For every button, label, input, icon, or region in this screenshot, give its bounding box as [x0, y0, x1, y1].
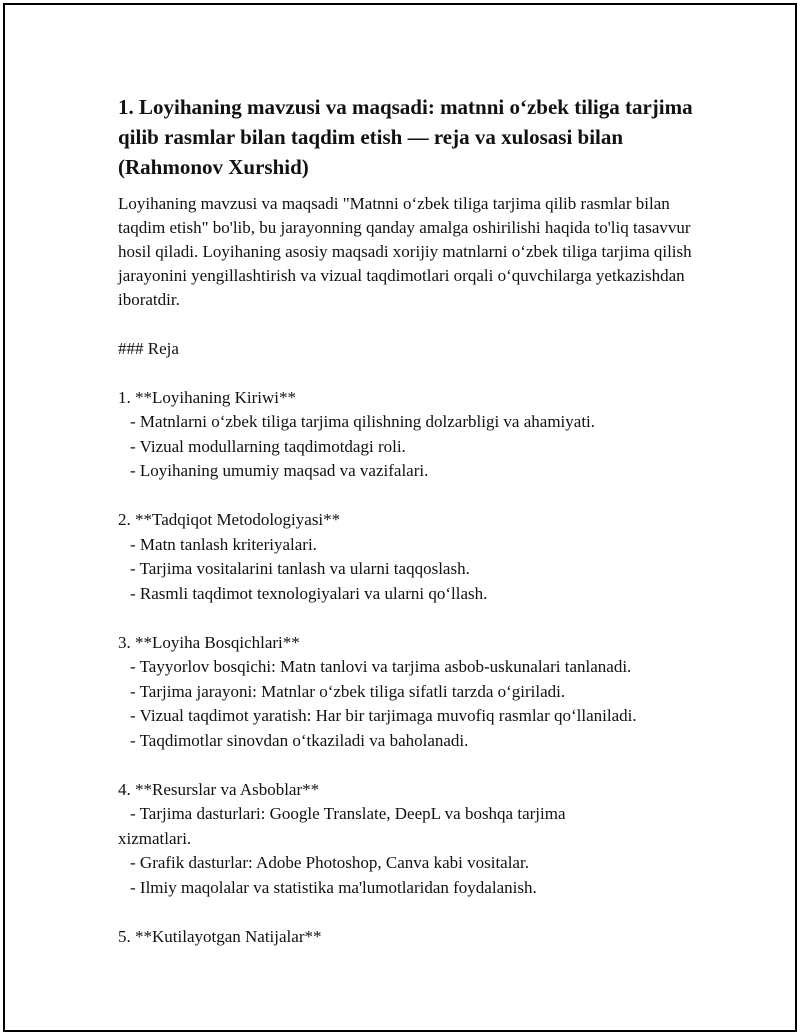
document-title: 1. Loyihaning mavzusi va maqsadi: matnni o‘zbek tiliga tarjima qilib rasmlar bilan taqdim etish — reja va xulosasi bilan (Rahmonov Xurshid)	[118, 95, 693, 179]
list-item: - Tarjima jarayoni: Matnlar o‘zbek tiliga sifatli tarzda o‘giriladi.	[130, 681, 566, 701]
list-item: - Tarjima dasturlari: Google Translate, DeepL va boshqa tarjima	[130, 804, 566, 823]
section-heading: 1. **Loyihaning Kiriwi**	[118, 387, 297, 407]
section-heading: 3. **Loyiha Bosqichlari**	[118, 632, 300, 652]
list-item: - Taqdimotlar sinovdan o‘tkaziladi va baholanadi.	[130, 730, 469, 750]
list-item: - Matnlarni o‘zbek tiliga tarjima qilishning dolzarbligi va ahamiyati.	[130, 412, 596, 431]
list-item: - Vizual taqdimot yaratish: Har bir tarjimaga muvofiq rasmlar qo‘llaniladi.	[130, 706, 637, 725]
list-item-continuation: xizmatlari.	[118, 828, 192, 848]
list-item: - Matn tanlash kriteriyalari.	[130, 534, 317, 554]
list-item: - Rasmli taqdimot texnologiyalari va ularni qo‘llash.	[130, 583, 488, 603]
document-body	[118, 92, 698, 949]
list-item: - Tayyorlov bosqichi: Matn tanlovi va tarjima asbob-uskunalari tanlanadi.	[130, 657, 632, 676]
plan-heading: ### Reja	[118, 338, 179, 358]
list-item: - Grafik dasturlar: Adobe Photoshop, Canva kabi vositalar.	[130, 853, 529, 872]
intro-paragraph: Loyihaning mavzusi va maqsadi "Matnni o‘zbek tiliga tarjima qilib rasmlar bilan taqdim etish" bo'lib, bu jarayonning qanday amalga oshirilishi haqida to'liq tasavvur hosil qiladi. Loyihaning asosiy maqsadi xorijiy matnlarni o‘zbek tiliga tarjima qilish jarayonini yengillashtirish va vizual taqdimotlari orqali o‘quvchilarga yetkazishdan iboratdir.	[118, 194, 692, 309]
section-heading: 5. **Kutilayotgan Natijalar**	[118, 926, 322, 946]
section-heading: 4. **Resurslar va Asboblar**	[118, 779, 320, 799]
section-heading: 2. **Tadqiqot Metodologiyasi**	[118, 510, 341, 529]
list-item: - Ilmiy maqolalar va statistika ma'lumotlaridan foydalanish.	[130, 877, 537, 897]
list-item: - Tarjima vositalarini tanlash va ularni taqqoslash.	[130, 559, 470, 578]
list-item: - Vizual modullarning taqdimotdagi roli.	[130, 436, 406, 456]
list-item: - Loyihaning umumiy maqsad va vazifalari.	[130, 461, 429, 480]
